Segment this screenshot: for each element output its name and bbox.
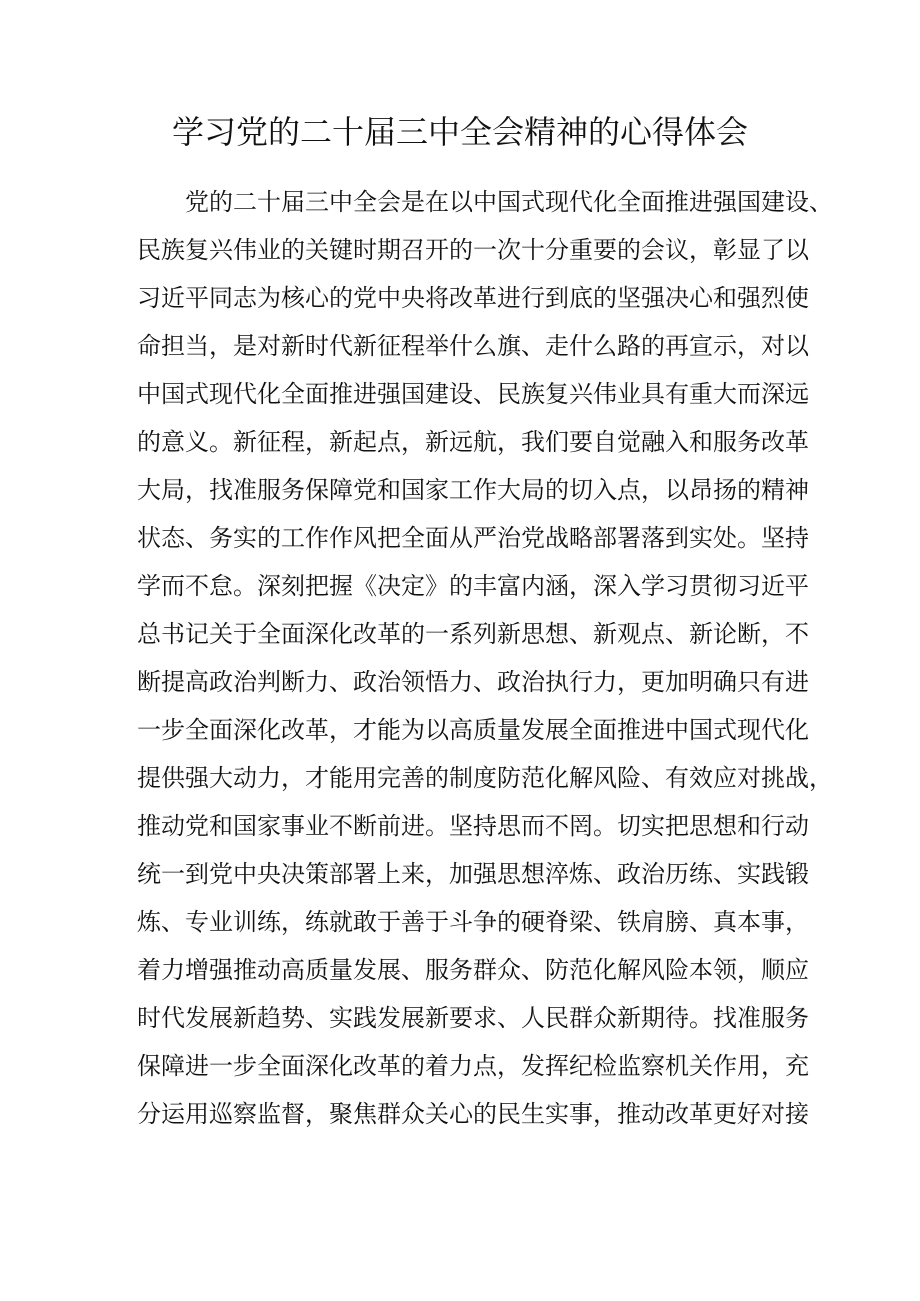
body-line: 命担当，是对新时代新征程举什么旗、走什么路的再宣示，对以 [137,332,809,360]
body-line: 时代发展新趋势、实践发展新要求、人民群众新期待。找准服务 [137,1004,809,1032]
body-line: 学而不怠。深刻把握《决定》的丰富内涵，深入学习贯彻习近平 [137,572,809,600]
body-line: 保障进一步全面深化改革的着力点，发挥纪检监察机关作用，充 [137,1052,809,1080]
body-line: 提供强大动力，才能用完善的制度防范化解风险、有效应对挑战， [137,764,833,792]
body-line: 党的二十届三中全会是在以中国式现代化全面推进强国建设、 [185,188,833,216]
body-line: 习近平同志为核心的党中央将改革进行到底的坚强决心和强烈使 [137,284,809,312]
body-line: 统一到党中央决策部署上来，加强思想淬炼、政治历练、实践锻 [137,860,809,888]
body-line: 推动党和国家事业不断前进。坚持思而不罔。切实把思想和行动 [137,812,809,840]
body-line: 断提高政治判断力、政治领悟力、政治执行力，更加明确只有进 [137,668,809,696]
body-line: 的意义。新征程，新起点，新远航，我们要自觉融入和服务改革 [137,428,809,456]
body-line: 中国式现代化全面推进强国建设、民族复兴伟业具有重大而深远 [137,380,809,408]
body-line: 民族复兴伟业的关键时期召开的一次十分重要的会议，彰显了以 [137,236,809,264]
body-line: 炼、专业训练，练就敢于善于斗争的硬脊梁、铁肩膀、真本事， [137,908,809,936]
body-line: 大局，找准服务保障党和国家工作大局的切入点，以昂扬的精神 [137,476,809,504]
body-line: 总书记关于全面深化改革的一系列新思想、新观点、新论断，不 [137,620,809,648]
body-line: 一步全面深化改革，才能为以高质量发展全面推进中国式现代化 [137,716,809,744]
body-line: 着力增强推动高质量发展、服务群众、防范化解风险本领，顺应 [137,956,809,984]
body-line: 状态、务实的工作作风把全面从严治党战略部署落到实处。坚持 [137,524,809,552]
document-body [137,178,833,1138]
document-title: 学习党的二十届三中全会精神的心得体会 [171,113,748,151]
body-line: 分运用巡察监督，聚焦群众关心的民生实事，推动改革更好对接 [137,1100,809,1128]
